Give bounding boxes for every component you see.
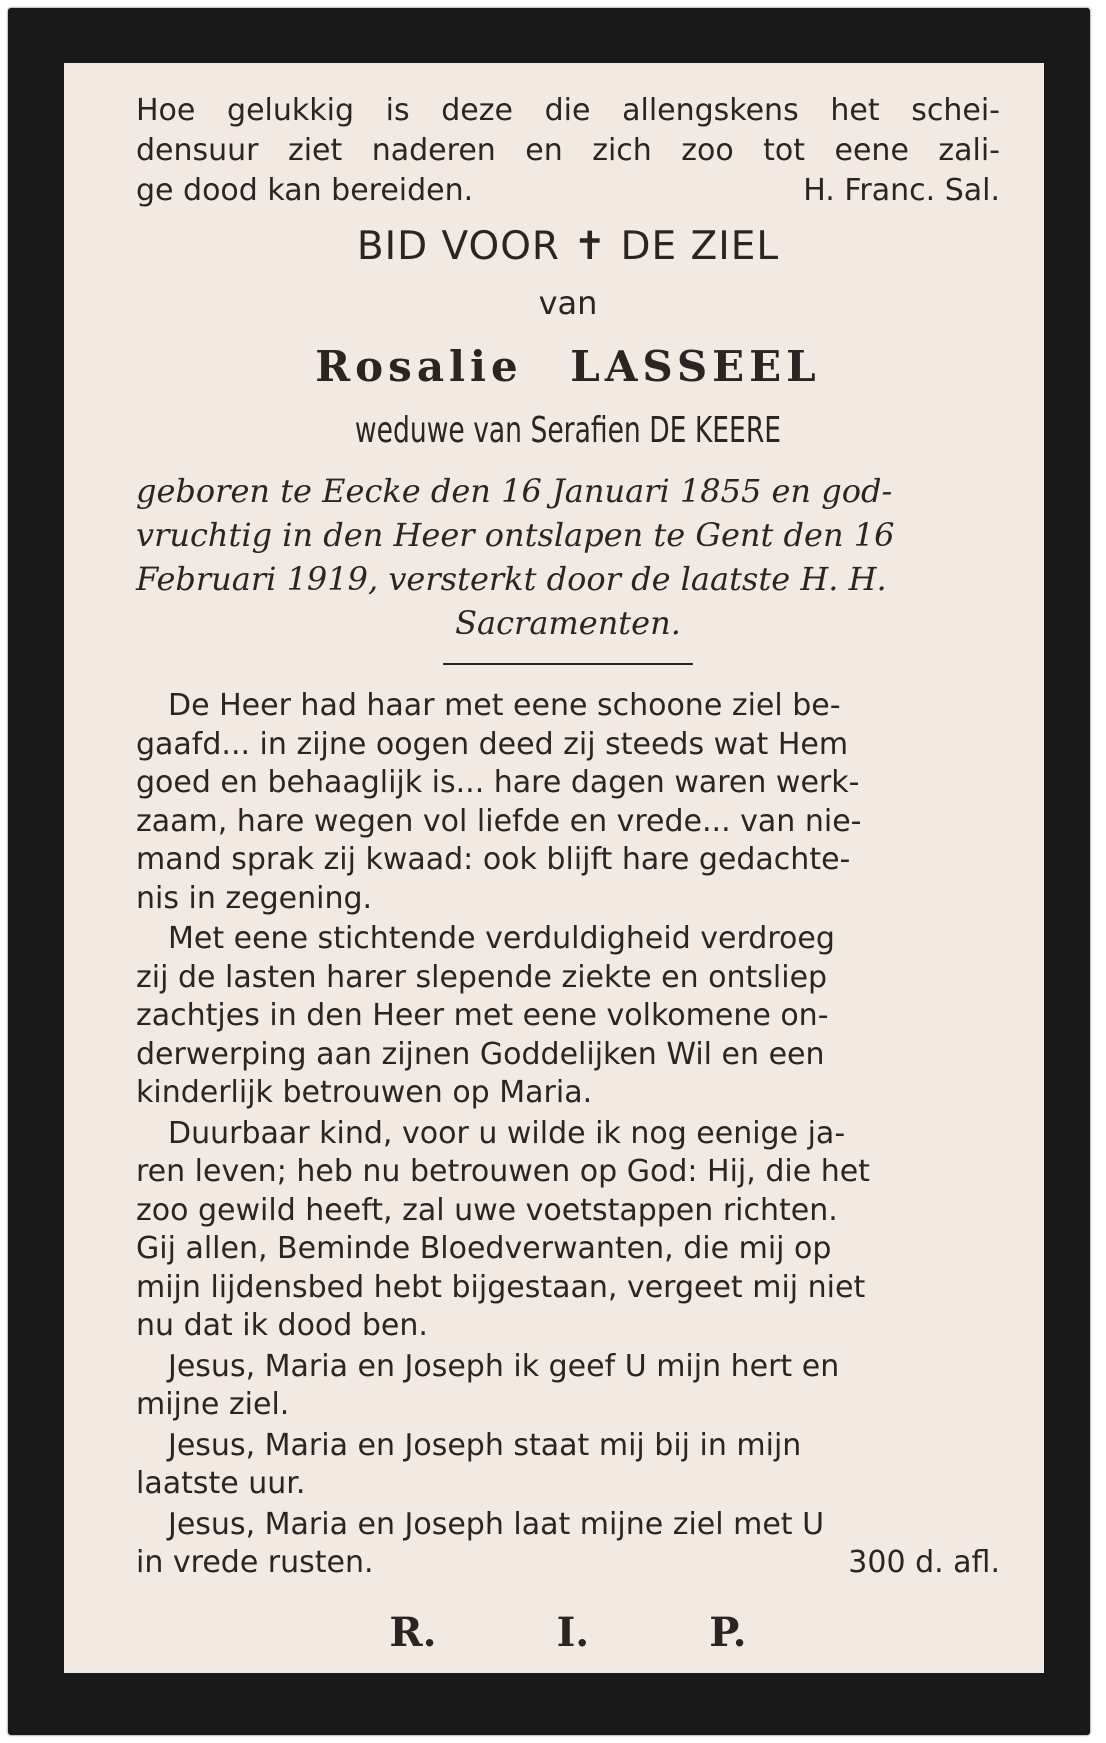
quote-attribution: H. Franc. Sal.	[803, 173, 1000, 208]
body-line: mijne ziel.	[136, 1387, 290, 1422]
opening-quote	[136, 91, 1000, 211]
body-line: Duurbaar kind, voor u wilde ik nog eenige ja-	[168, 1115, 846, 1151]
body-line: Jesus, Maria en Joseph staat mij bij in mijn	[168, 1427, 802, 1463]
body-line: goed en behaaglijk is... hare dagen waren werk-	[136, 765, 860, 800]
birth-death-line: geboren te Eecke den 16 Januari 1855 en god-	[136, 472, 893, 510]
card-paper	[64, 63, 1044, 1673]
deceased-name: Rosalie LASSEEL	[315, 342, 821, 391]
body-line: nis in zegening.	[136, 880, 373, 916]
body-paragraph	[136, 920, 1000, 1113]
quote-last-line	[136, 171, 1000, 211]
memorial-card	[8, 8, 1090, 1735]
quote-line: densuur ziet naderen en zich zoo tot eene zali-	[136, 133, 1000, 168]
widow-line: weduwe van Serafien DE KEERE	[354, 410, 782, 451]
body-line: mand sprak zij kwaad: ook blijft hare gedachte-	[136, 842, 851, 877]
body-line: zaam, hare wegen vol liefde en vrede... van nie-	[136, 803, 862, 839]
van-label: van	[538, 284, 598, 322]
birth-death-text	[136, 469, 1000, 645]
divider-rule	[443, 663, 693, 665]
body-line: Jesus, Maria en Joseph laat mijne ziel met U	[168, 1506, 825, 1542]
body-line: Jesus, Maria en Joseph ik geef U mijn hert en	[168, 1348, 840, 1384]
body-paragraph	[136, 1427, 1000, 1504]
body-line: nu dat ik dood ben.	[136, 1308, 428, 1343]
body-line: zachtjes in den Heer met eene volkomene on-	[136, 998, 829, 1033]
body-line: zoo gewild heeft, zal uwe voetstappen richten.	[136, 1192, 838, 1228]
body-line: laatste uur.	[136, 1466, 306, 1501]
rip-footer	[136, 1609, 1000, 1656]
body-line: De Heer had haar met eene schoone ziel be-	[168, 688, 841, 723]
rip-letter: I.	[556, 1608, 590, 1656]
body-line: Met eene stichtende verduldigheid verdroeg	[168, 921, 835, 956]
quote-line: Hoe gelukkig is deze die allengskens het schei-	[136, 93, 1000, 128]
body-paragraph	[136, 1348, 1000, 1425]
prayer-heading: BID VOOR ✝ DE ZIEL	[356, 224, 780, 269]
body-paragraph	[136, 1506, 1000, 1583]
body-line: Gij allen, Beminde Bloedverwanten, die mij op	[136, 1231, 832, 1266]
body-line: derwerping aan zijnen Goddelijken Wil en een	[136, 1036, 825, 1072]
birth-death-line: Sacramenten.	[455, 604, 681, 642]
rip-letter: R.	[389, 1608, 437, 1656]
body-text	[136, 687, 1000, 1583]
body-paragraph	[136, 687, 1000, 918]
body-line: zij de lasten harer slepende ziekte en ontsliep	[136, 959, 828, 995]
body-line: gaafd... in zijne oogen deed zij steeds wat Hem	[136, 726, 849, 762]
birth-death-line: vruchtig in den Heer ontslapen te Gent den 16	[136, 516, 895, 554]
body-line: in vrede rusten. 300 d. afl.	[136, 1544, 1000, 1583]
body-paragraph	[136, 1115, 1000, 1346]
body-line: ren leven; heb nu betrouwen op God: Hij, die het	[136, 1154, 870, 1189]
quote-line: ge dood kan bereiden.	[136, 173, 474, 208]
body-line: kinderlijk betrouwen op Maria.	[136, 1075, 593, 1110]
body-line: mijn lijdensbed hebt bijgestaan, vergeet mij niet	[136, 1269, 866, 1305]
birth-death-line: Februari 1919, versterkt door de laatste H. H.	[136, 560, 887, 598]
indulgence-note: 300 d. afl.	[848, 1545, 1000, 1580]
rip-letter: P.	[709, 1608, 747, 1656]
